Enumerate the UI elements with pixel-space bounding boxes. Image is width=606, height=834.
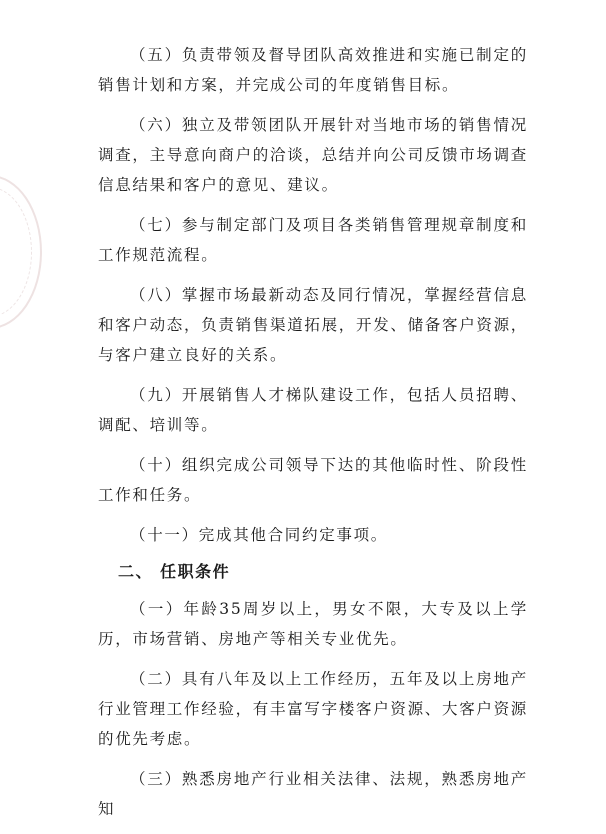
partial-seal-stamp	[0, 175, 42, 329]
duty-item-8: （八）掌握市场最新动态及同行情况，掌握经营信息和客户动态，负责销售渠道拓展，开发、储备客户资源，与客户建立良好的关系。	[98, 286, 529, 364]
requirement-item-2: （二）具有八年及以上工作经历，五年及以上房地产行业管理工作经验，有丰富写字楼客户资源、大客户资源的优先考虑。	[98, 670, 529, 748]
requirement-item-1: （一）年龄35周岁以上，男女不限，大专及以上学历，市场营销、房地产等相关专业优先。	[98, 600, 528, 648]
section-heading-qualifications: 二、 任职条件	[118, 562, 231, 581]
duty-item-5: （五）负责带领及督导团队高效推进和实施已制定的销售计划和方案，并完成公司的年度销售目标。	[98, 46, 528, 94]
duty-item-9: （九）开展销售人才梯队建设工作，包括人员招聘、调配、培训等。	[98, 386, 528, 434]
duty-item-11: （十一）完成其他合同约定事项。	[130, 526, 389, 544]
duty-item-6: （六）独立及带领团队开展针对当地市场的销售情况调查，主导意向商户的洽谈，总结并向公司反馈市场调查信息结果和客户的意见、建议。	[98, 116, 529, 194]
requirement-item-3: （三）熟悉房地产行业相关法律、法规，熟悉房地产知	[98, 770, 528, 818]
document-body	[98, 40, 528, 834]
duty-item-7: （七）参与制定部门及项目各类销售管理规章制度和工作规范流程。	[98, 216, 528, 264]
duty-item-10: （十）组织完成公司领导下达的其他临时性、阶段性工作和任务。	[98, 456, 528, 504]
